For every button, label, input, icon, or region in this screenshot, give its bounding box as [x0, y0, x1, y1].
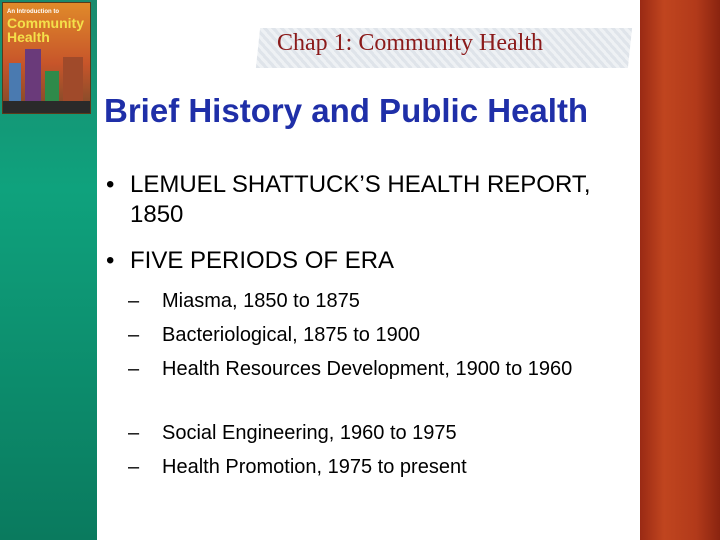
book-cover-top-text: An Introduction to — [7, 9, 59, 15]
bullet-text: LEMUEL SHATTUCK’S HEALTH REPORT, 1850 — [130, 171, 591, 228]
sub-bullet-text: Health Promotion, 1975 to present — [162, 456, 467, 478]
sub-bullet-item — [128, 419, 618, 447]
bullet-marker: • — [106, 247, 115, 274]
right-decorative-bar — [640, 0, 720, 540]
sub-bullet-marker: – — [128, 358, 140, 380]
cover-building-shape — [9, 63, 21, 101]
sub-bullet-marker: – — [128, 456, 140, 478]
sub-bullet-text: Health Resources Development, 1900 to 1960 — [162, 358, 573, 380]
bullet-text: FIVE PERIODS OF ERA — [130, 247, 395, 274]
cover-base-strip — [3, 101, 90, 113]
bullet-marker: • — [106, 171, 115, 198]
sub-bullet-text: Miasma, 1850 to 1875 — [162, 290, 360, 312]
chapter-title: Chap 1: Community Health — [277, 30, 543, 56]
bullet-item — [106, 246, 626, 276]
bullet-item — [106, 170, 626, 230]
sub-bullet-item — [128, 453, 618, 481]
sub-bullet-text: Social Engineering, 1960 to 1975 — [162, 422, 457, 444]
cover-building-shape — [63, 57, 83, 101]
book-cover-title-line1: Community — [7, 15, 84, 31]
sub-bullet-item — [128, 287, 618, 315]
cover-building-shape — [25, 49, 41, 101]
sub-bullet-marker: – — [128, 290, 140, 312]
sub-bullet-item — [128, 355, 618, 383]
book-cover-title-line2: Health — [7, 29, 50, 45]
book-cover-image — [2, 2, 91, 114]
sub-bullet-marker: – — [128, 324, 140, 346]
cover-building-shape — [45, 71, 59, 101]
slide-title: Brief History and Public Health — [104, 92, 589, 129]
sub-bullet-item — [128, 321, 618, 349]
sub-bullet-marker: – — [128, 422, 140, 444]
sub-bullet-text: Bacteriological, 1875 to 1900 — [162, 324, 420, 346]
